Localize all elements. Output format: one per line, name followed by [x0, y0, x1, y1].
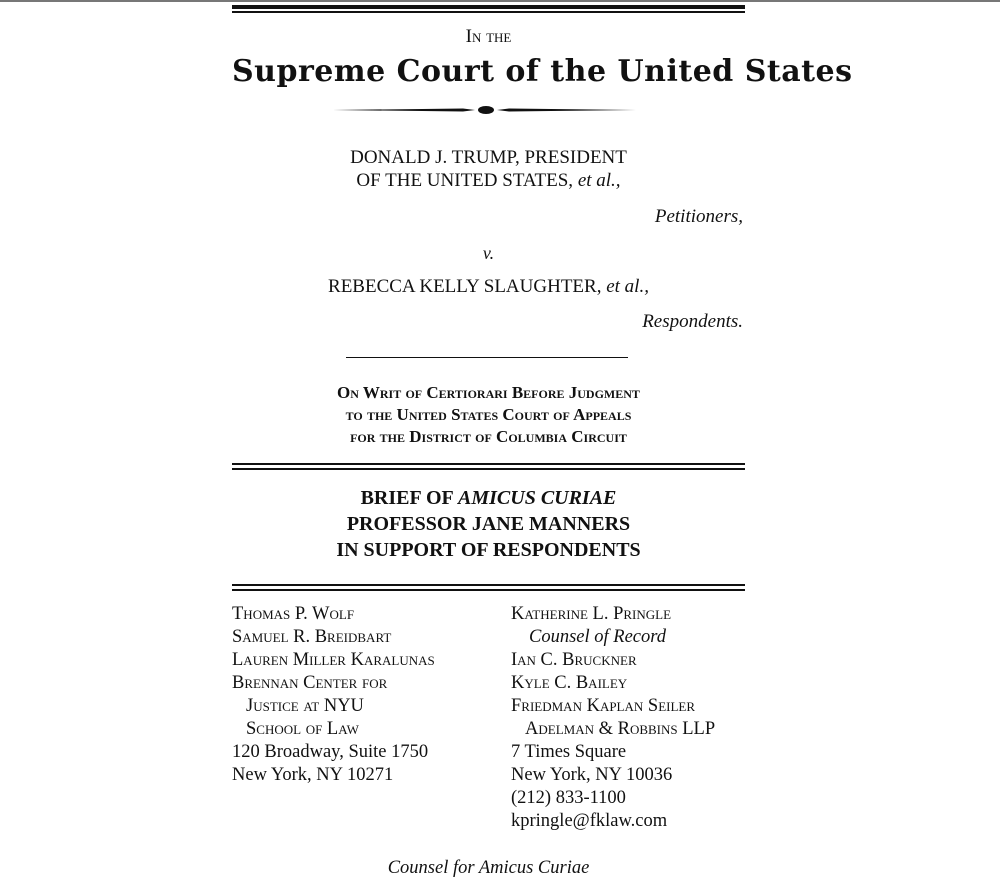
counsel-name: Samuel R. Breidbart: [232, 627, 392, 647]
organization: Justice at NYU: [246, 696, 364, 716]
court-name: Supreme Court of the United States: [232, 54, 853, 89]
firm-name: Friedman Kaplan Seiler: [511, 696, 696, 716]
counsel-name: Kyle C. Bailey: [511, 673, 628, 693]
et-al: et al.,: [606, 276, 649, 297]
petitioners-label: Petitioners,: [654, 206, 743, 227]
et-al: et al.,: [577, 170, 621, 191]
address: New York, NY 10036: [511, 765, 673, 785]
organization: School of Law: [246, 719, 359, 739]
counsel-name: Lauren Miller Karalunas: [232, 650, 435, 670]
brief-line3: IN SUPPORT OF RESPONDENTS: [336, 539, 641, 561]
address: 120 Broadway, Suite 1750: [232, 742, 429, 762]
firm-name: Adelman & Robbins LLP: [525, 719, 716, 739]
brief-line1: BRIEF OF: [360, 487, 453, 509]
organization: Brennan Center for: [232, 673, 388, 693]
petitioner-line2: OF THE UNITED STATES,: [356, 170, 574, 191]
counsel-name: Ian C. Bruckner: [511, 650, 637, 670]
double-rule: [232, 584, 745, 586]
writ-line2: to the United States Court of Appeals: [345, 405, 632, 424]
footer: Counsel for Amicus Curiae: [387, 858, 590, 878]
phone: (212) 833-1100: [511, 788, 626, 808]
counsel-left: [232, 603, 435, 787]
double-rule: [232, 468, 745, 470]
counsel-of-record: Counsel of Record: [529, 627, 667, 647]
respondent-name: [232, 275, 745, 298]
counsel-right: [511, 603, 715, 833]
email: kpringle@fklaw.com: [511, 811, 668, 831]
writ-line3: for the District of Columbia Circuit: [350, 427, 627, 446]
respondents-label: Respondents.: [642, 311, 743, 332]
counsel-name: Katherine L. Pringle: [511, 604, 672, 624]
counsel-name: Thomas P. Wolf: [232, 604, 355, 624]
ornament-divider: [333, 104, 639, 116]
double-rule: [232, 589, 745, 591]
writ-line1: On Writ of Certiorari Before Judgment: [337, 383, 640, 402]
versus: v.: [482, 243, 495, 263]
address: New York, NY 10271: [232, 765, 394, 785]
divider: [346, 357, 628, 358]
amicus-curiae: AMICUS CURIAE: [458, 487, 617, 509]
top-border: [0, 0, 1000, 2]
respondent-line: REBECCA KELLY SLAUGHTER,: [328, 276, 602, 297]
address: 7 Times Square: [511, 742, 627, 762]
double-rule-top-thin: [232, 11, 745, 13]
petitioner-line1: DONALD J. TRUMP, PRESIDENT: [350, 147, 627, 168]
brief-title: [232, 485, 745, 563]
double-rule: [232, 463, 745, 465]
writ-statement: [232, 382, 745, 448]
brief-line2: PROFESSOR JANE MANNERS: [346, 513, 631, 535]
in-the: In the: [465, 26, 512, 47]
double-rule-top: [232, 5, 745, 9]
petitioner-name: [232, 146, 745, 192]
